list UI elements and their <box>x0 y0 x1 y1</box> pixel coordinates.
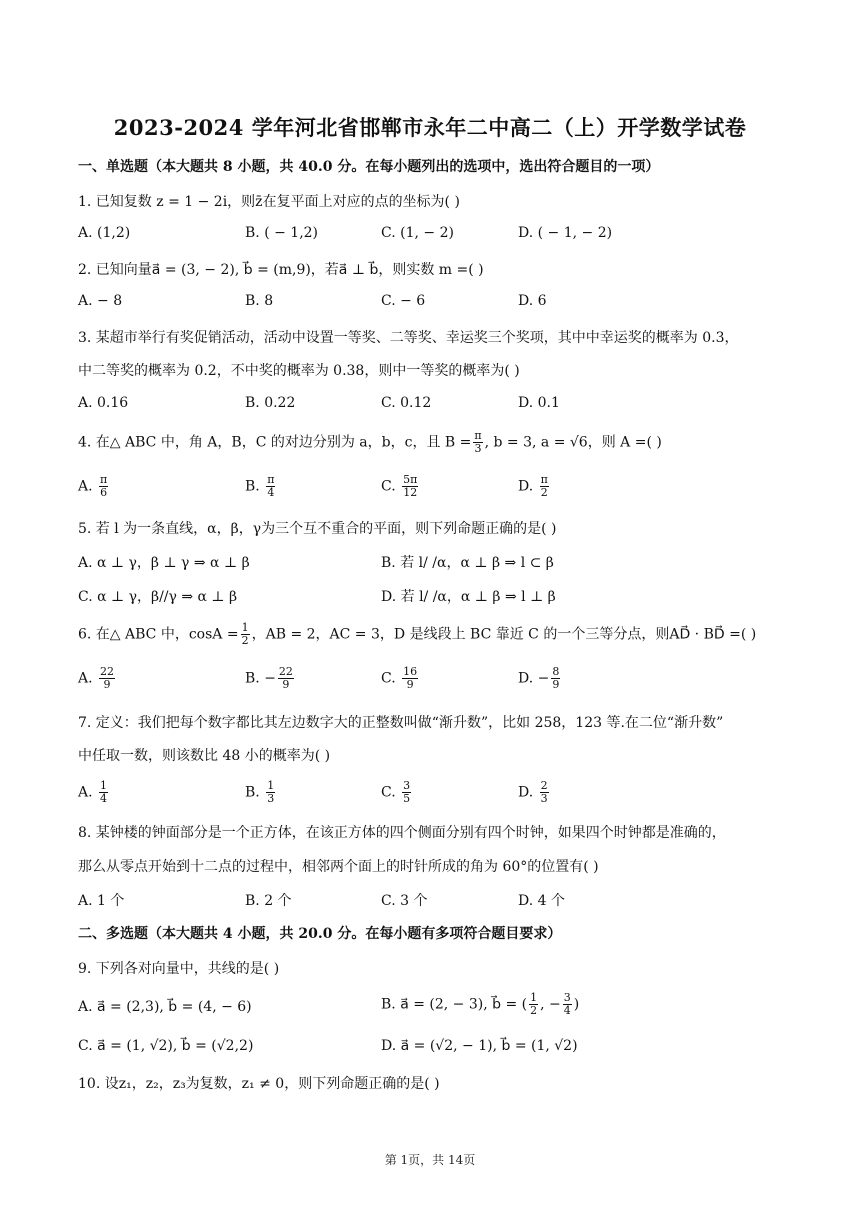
fraction: $\frac{8}{9}$ <box>552 665 560 691</box>
fraction: $\frac{3}{4}$ <box>563 991 571 1017</box>
question-4-stem <box>78 430 662 455</box>
question-5-option-a: A. α ⊥ γ，β ⊥ γ ⇒ α ⊥ β <box>78 555 250 571</box>
fraction: $\frac{22}{9}$ <box>100 665 115 691</box>
question-5-stem: 5. 若 l 为一条直线，α，β，γ为三个互不重合的平面，则下列命题正确的是( ) <box>78 521 557 537</box>
question-4-option-b: B. $\frac{\pi}{4}$ <box>245 473 275 499</box>
question-3-option-a: A. 0.16 <box>78 395 129 411</box>
question-8-option-b: B. 2 个 <box>245 893 292 909</box>
fraction: $\frac{\pi}{4}$ <box>267 473 275 499</box>
question-7-stem-line-1: 7. 定义：我们把每个数字都比其左边数字大的正整数叫做“渐升数”，比如 258，123 等.在二位“渐升数” <box>78 715 724 731</box>
fraction: $\frac{22}{9}$ <box>278 665 293 691</box>
fraction: $\frac{16}{9}$ <box>403 665 418 691</box>
question-1-option-a: A. (1,2) <box>78 225 131 241</box>
question-3-option-c: C. 0.12 <box>381 395 432 411</box>
question-7-option-c: C. $\frac{3}{5}$ <box>381 779 411 805</box>
question-4-stem-suffix: , b = 3, a = √6，则 A =( ) <box>484 434 662 451</box>
question-3-stem-line-2: 中二等奖的概率为 0.2，不中奖的概率为 0.38，则中一等奖的概率为( ) <box>78 363 520 379</box>
question-6-stem-prefix: 6. 在△ ABC 中，cosA = <box>78 626 239 643</box>
question-9-stem: 9. 下列各对向量中，共线的是( ) <box>78 961 280 977</box>
question-3-stem-line-1: 3. 某超市举行有奖促销活动，活动中设置一等奖、二等奖、幸运奖三个奖项，其中中幸运奖的概率为 0.3， <box>78 330 739 346</box>
question-2-option-a: A. − 8 <box>78 293 123 309</box>
question-6-stem <box>78 622 756 647</box>
question-4-option-a: A. $\frac{\pi}{6}$ <box>78 473 108 499</box>
question-6-option-b: B. − $\frac{22}{9}$ <box>245 665 293 691</box>
question-10-stem: 10. 设z₁，z₂，z₃为复数，z₁ ≠ 0，则下列命题正确的是( ) <box>78 1076 440 1092</box>
question-1-option-c: C. (1, − 2) <box>381 225 454 241</box>
question-9-option-c: C. a⃗ = (1, √2), b⃗ = (√2,2) <box>78 1038 254 1054</box>
fraction: $\frac{\pi}{6}$ <box>100 473 108 499</box>
question-9-option-a: A. a⃗ = (2,3), b⃗ = (4, − 6) <box>78 999 252 1015</box>
question-2-option-b: B. 8 <box>245 293 274 309</box>
question-9-option-b: B. a⃗ = (2, − 3), b⃗ = ( $\frac{1}{2}$ , − $\frac{3}{4}$ ) <box>381 991 580 1017</box>
question-3-option-b: B. 0.22 <box>245 395 296 411</box>
question-6-option-d: D. − $\frac{8}{9}$ <box>518 665 560 691</box>
fraction: $\frac{1}{4}$ <box>100 779 108 805</box>
question-2-option-c: C. − 6 <box>381 293 426 309</box>
fraction: $\frac{5\pi}{12}$ <box>403 473 418 499</box>
page-footer: 第 1页，共 14页 <box>384 1153 476 1167</box>
question-5-option-d: D. 若 l/ /α，α ⊥ β ⇒ l ⊥ β <box>381 589 556 605</box>
question-4-stem-prefix: 4. 在△ ABC 中，角 A，B，C 的对边分别为 a，b，c，且 B = <box>78 434 472 451</box>
question-2-option-d: D. 6 <box>518 293 547 309</box>
question-6-option-a: A. $\frac{22}{9}$ <box>78 665 115 691</box>
question-8-stem-line-1: 8. 某钟楼的钟面部分是一个正方体，在该正方体的四个侧面分别有四个时钟，如果四个时钟都是准确的， <box>78 825 726 841</box>
question-5-option-c: C. α ⊥ γ，β//γ ⇒ α ⊥ β <box>78 589 238 605</box>
question-8-option-a: A. 1 个 <box>78 893 125 909</box>
question-8-option-c: C. 3 个 <box>381 893 428 909</box>
fraction: $\frac{1}{3}$ <box>267 779 275 805</box>
question-3-option-d: D. 0.1 <box>518 395 560 411</box>
section-heading-multiple-choice: 二、多选题（本大题共 4 小题，共 20.0 分。在每小题有多项符合题目要求） <box>78 926 562 942</box>
question-1-option-b: B. ( − 1,2) <box>245 225 319 241</box>
question-7-option-b: B. $\frac{1}{3}$ <box>245 779 275 805</box>
fraction: $\frac{\pi}{2}$ <box>540 473 548 499</box>
fraction: $\frac{1}{2}$ <box>241 621 249 647</box>
fraction: $\frac{1}{2}$ <box>530 991 538 1017</box>
question-7-option-d: D. $\frac{2}{3}$ <box>518 779 548 805</box>
question-4-option-c: C. $\frac{5\pi}{12}$ <box>381 473 418 499</box>
question-6-option-c: C. $\frac{16}{9}$ <box>381 665 418 691</box>
question-5-option-b: B. 若 l/ /α，α ⊥ β ⇒ l ⊂ β <box>381 555 554 571</box>
question-2-stem: 2. 已知向量a⃗ = (3, − 2), b⃗ = (m,9)，若a⃗ ⊥ b⃗，则实数 m =( ) <box>78 262 484 278</box>
section-heading-single-choice: 一、单选题（本大题共 8 小题，共 40.0 分。在每小题列出的选项中，选出符合题目的一项） <box>78 159 660 175</box>
fraction: $\frac{2}{3}$ <box>540 779 548 805</box>
question-1-option-d: D. ( − 1, − 2) <box>518 225 613 241</box>
question-4-option-d: D. $\frac{\pi}{2}$ <box>518 473 548 499</box>
question-8-stem-line-2: 那么从零点开始到十二点的过程中，相邻两个面上的时针所成的角为 60°的位置有( ) <box>78 859 599 875</box>
fraction: $\frac{\pi}{3}$ <box>474 429 482 455</box>
question-7-stem-line-2: 中任取一数，则该数比 48 小的概率为( ) <box>78 748 331 764</box>
question-6-stem-suffix: ，AB = 2，AC = 3，D 是线段上 BC 靠近 C 的一个三等分点，则AD⃗ · BD⃗ =( ) <box>251 626 757 643</box>
question-8-option-d: D. 4 个 <box>518 893 565 909</box>
fraction: $\frac{3}{5}$ <box>403 779 411 805</box>
question-1-stem: 1. 已知复数 z = 1 − 2i，则z̄在复平面上对应的点的坐标为( ) <box>78 194 460 210</box>
page-title: 2023-2024 学年河北省邯郸市永年二中高二（上）开学数学试卷 <box>113 115 747 140</box>
question-7-option-a: A. $\frac{1}{4}$ <box>78 779 108 805</box>
question-9-option-d: D. a⃗ = (√2, − 1), b⃗ = (1, √2) <box>381 1038 578 1054</box>
